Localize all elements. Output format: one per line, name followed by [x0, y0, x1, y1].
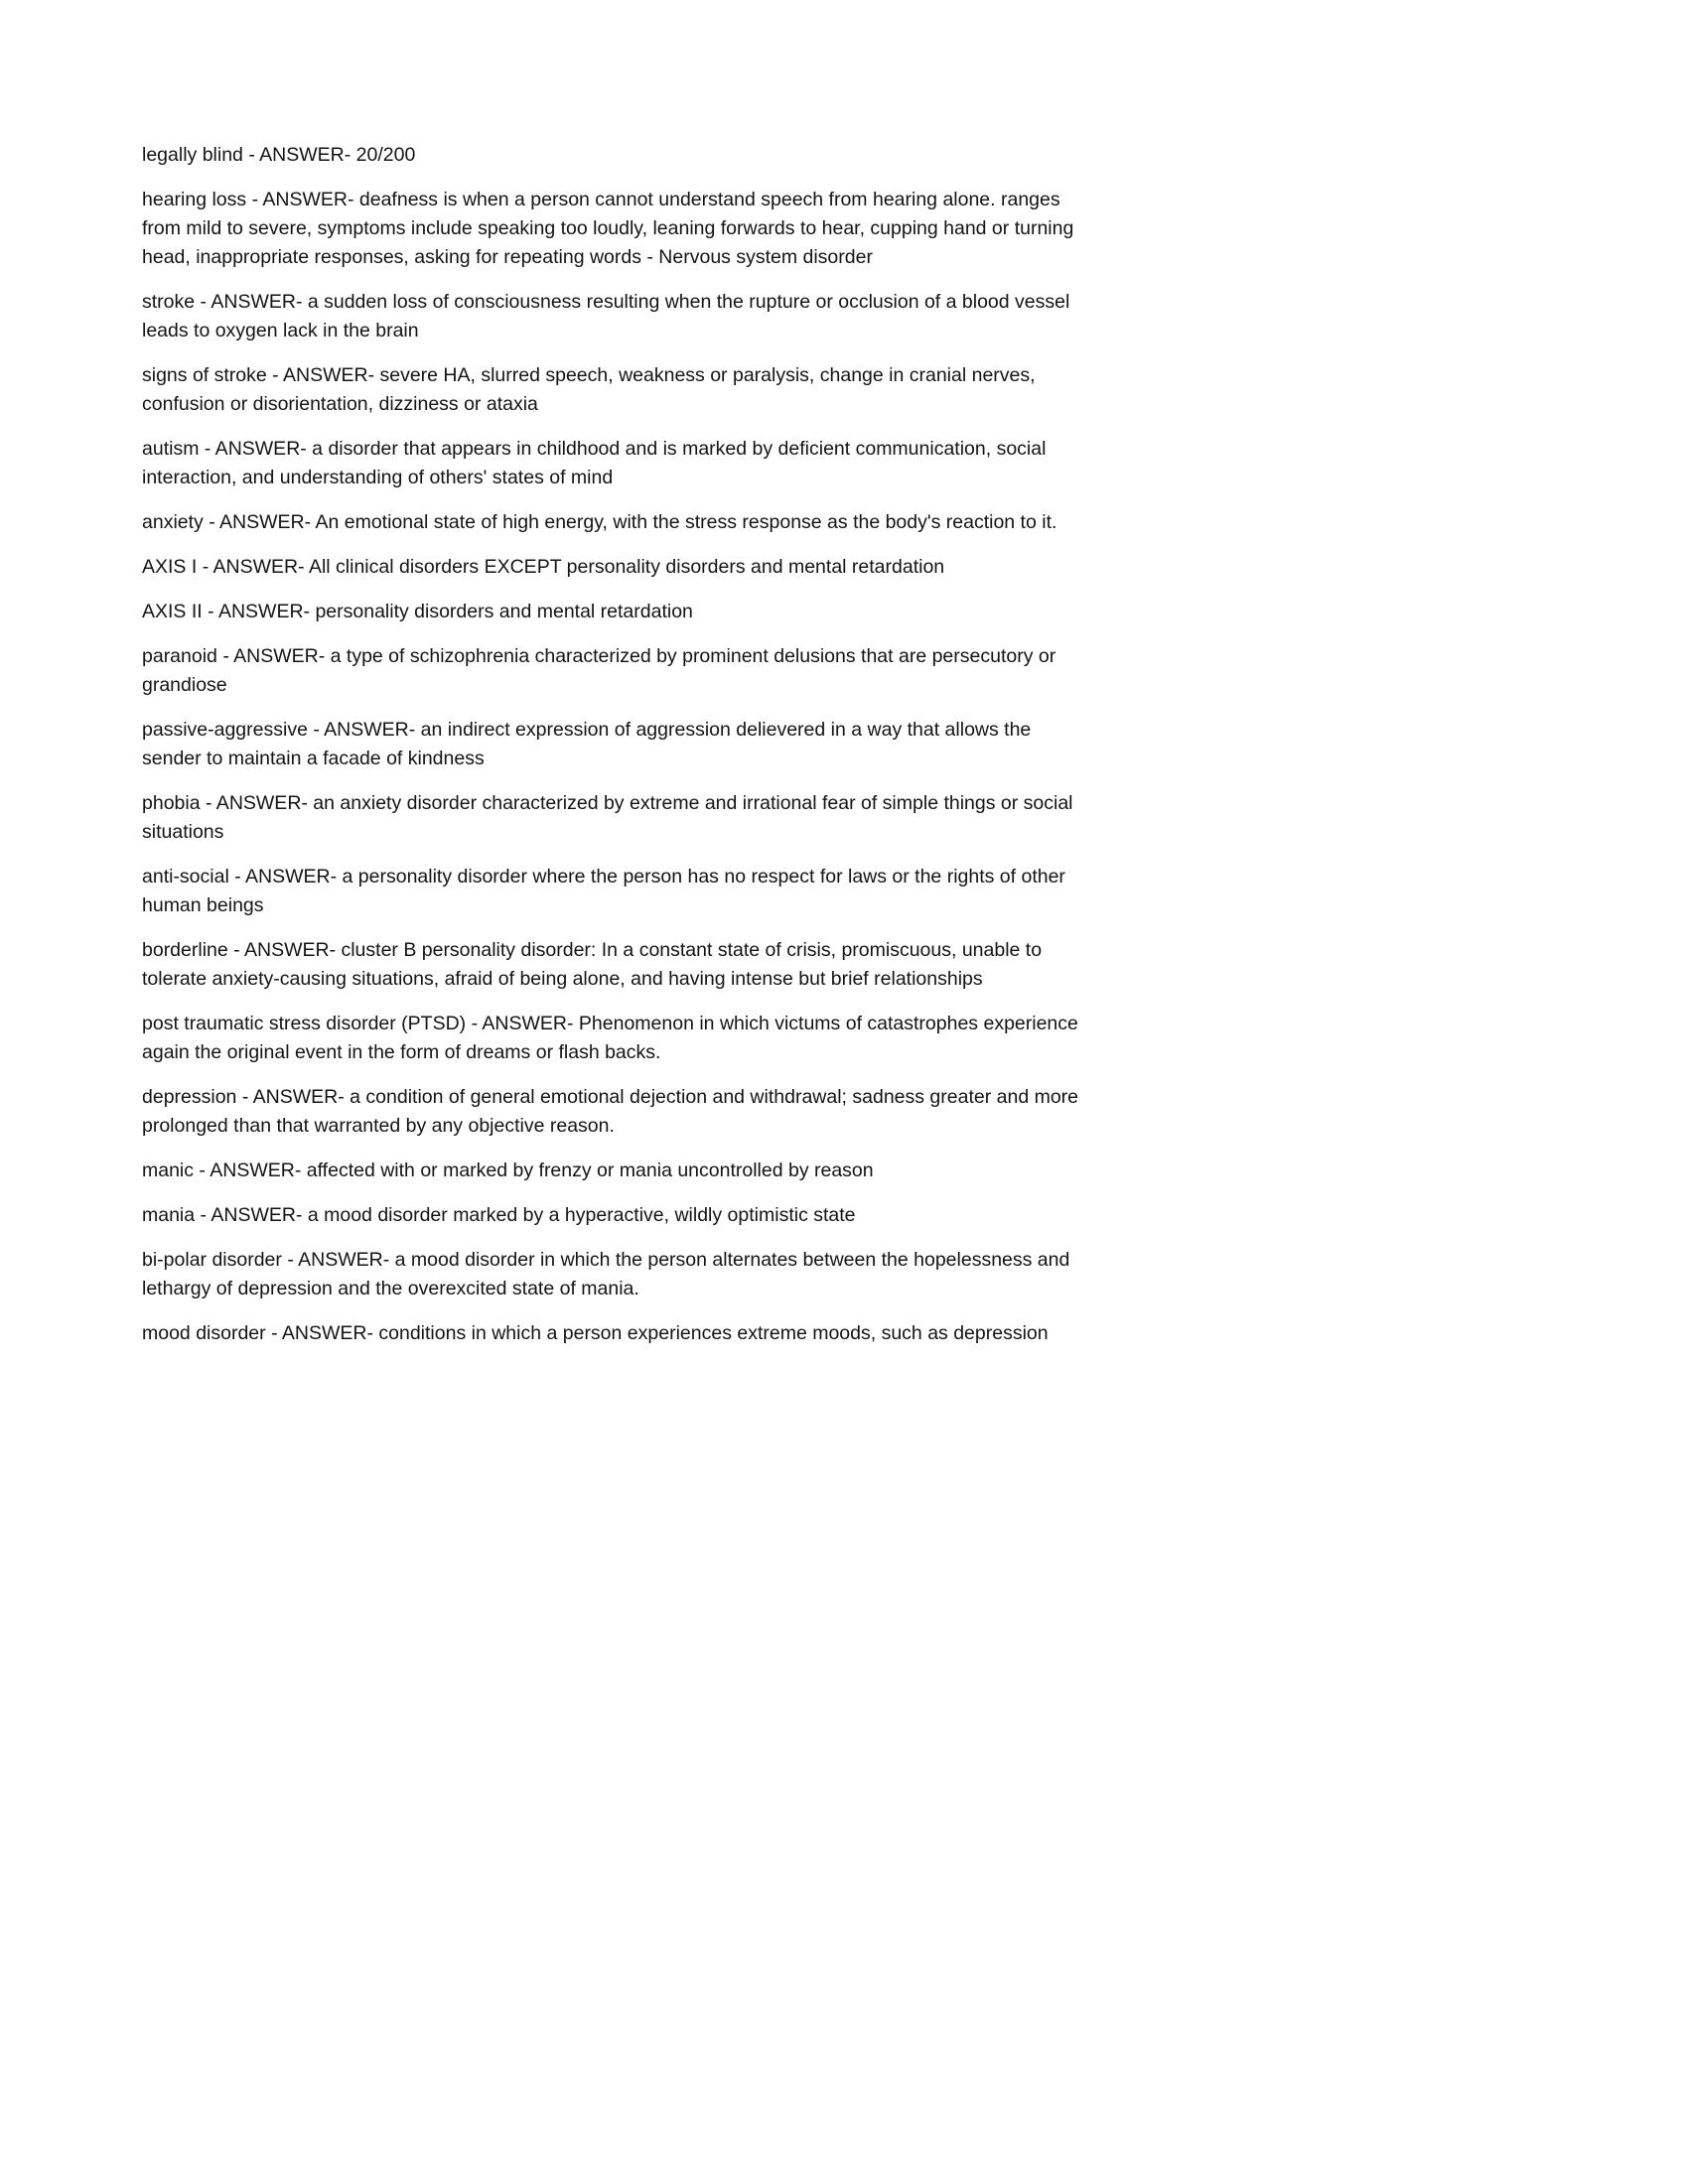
flashcard-entry: AXIS II - ANSWER- personality disorders and mental retardation: [142, 601, 693, 622]
flashcard-entry: depression - ANSWER- a condition of general emotional dejection and withdrawal; sadness greater and more prolonged than that warranted by any objective reason.: [142, 1086, 1079, 1137]
flashcard-entry: mania - ANSWER- a mood disorder marked by a hyperactive, wildly optimistic state: [142, 1204, 856, 1226]
flashcard-entry: post traumatic stress disorder (PTSD) - ANSWER- Phenomenon in which victums of catastrophes experience again the original event in the form of dreams or flash backs.: [142, 1013, 1078, 1063]
flashcard-entry: AXIS I - ANSWER- All clinical disorders EXCEPT personality disorders and mental retardation: [142, 556, 945, 578]
document-content: [142, 141, 1083, 1348]
flashcard-entry: anti-social - ANSWER- a personality disorder where the person has no respect for laws or the rights of other human beings: [142, 866, 1065, 916]
flashcard-entry: legally blind - ANSWER- 20/200: [142, 144, 416, 166]
flashcard-entry: autism - ANSWER- a disorder that appears in childhood and is marked by deficient communication, social interaction, and understanding of others' states of mind: [142, 438, 1047, 488]
flashcard-entry: phobia - ANSWER- an anxiety disorder characterized by extreme and irrational fear of simple things or social situations: [142, 792, 1073, 843]
flashcard-entry: anxiety - ANSWER- An emotional state of high energy, with the stress response as the body's reaction to it.: [142, 511, 1057, 533]
flashcard-entry: manic - ANSWER- affected with or marked by frenzy or mania uncontrolled by reason: [142, 1160, 874, 1181]
flashcard-entry: stroke - ANSWER- a sudden loss of consciousness resulting when the rupture or occlusion of a blood vessel leads to oxygen lack in the brain: [142, 291, 1070, 341]
flashcard-entry: signs of stroke - ANSWER- severe HA, slurred speech, weakness or paralysis, change in cranial nerves, confusion or disorientation, dizziness or ataxia: [142, 364, 1036, 415]
flashcard-entry: paranoid - ANSWER- a type of schizophrenia characterized by prominent delusions that are persecutory or grandiose: [142, 645, 1056, 696]
flashcard-entry: bi-polar disorder - ANSWER- a mood disorder in which the person alternates between the hopelessness and lethargy of depression and the overexcited state of mania.: [142, 1249, 1070, 1299]
flashcard-entry: passive-aggressive - ANSWER- an indirect expression of aggression delievered in a way that allows the sender to maintain a facade of kindness: [142, 719, 1032, 769]
flashcard-entry: hearing loss - ANSWER- deafness is when a person cannot understand speech from hearing alone. ranges from mild to severe, symptoms include speaking too loudly, leaning forwards to hear, cupping hand or turning head, inappropriate responses, asking for repeating words - Nervous system disorder: [142, 189, 1074, 268]
flashcard-entry: mood disorder - ANSWER- conditions in which a person experiences extreme moods, such as depression: [142, 1322, 1049, 1344]
flashcard-entry: borderline - ANSWER- cluster B personality disorder: In a constant state of crisis, promiscuous, unable to tolerate anxiety-causing situations, afraid of being alone, and having intense but brief relationships: [142, 939, 1043, 990]
